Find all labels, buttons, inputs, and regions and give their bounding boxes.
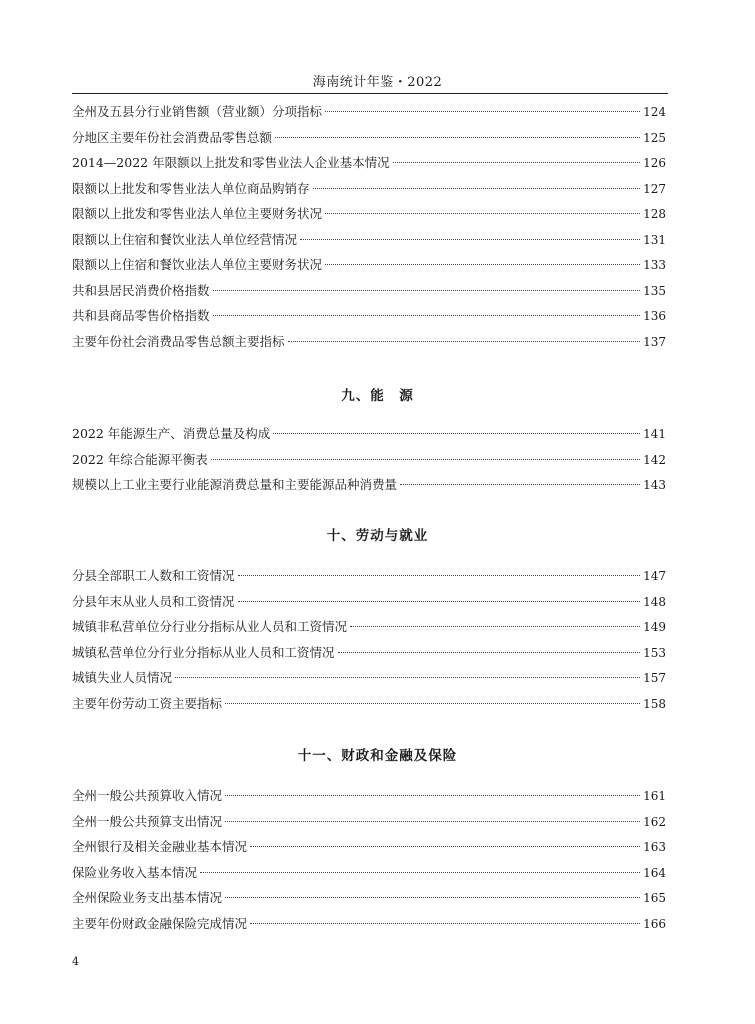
dot-leader [325,264,640,265]
toc-entry-title: 2022 年综合能源平衡表 [72,451,208,467]
dot-leader [288,341,641,342]
toc-entry[interactable] [72,566,666,592]
toc-entry-page: 127 [643,181,666,196]
toc-entry-title: 城镇私营单位分行业分指标从业人员和工资情况 [72,644,335,660]
toc-entry-page: 164 [643,865,666,880]
section-heading-finance: 十一、财政和金融及保险 [297,748,458,764]
toc-entry[interactable] [72,332,666,358]
toc-entry-page: 125 [643,130,666,145]
toc-group-labour [72,566,666,719]
toc-entry[interactable] [72,617,666,643]
toc-entry-page: 158 [643,696,666,711]
dot-leader [313,188,641,189]
toc-group-finance [72,786,666,939]
toc-entry[interactable] [72,128,666,154]
toc-entry[interactable] [72,450,666,476]
toc-entry[interactable] [72,475,666,501]
toc-entry-title: 限额以上批发和零售业法人单位主要财务状况 [72,206,323,221]
dot-leader [250,846,640,847]
dot-leader [393,162,640,163]
toc-entry-page: 161 [643,789,666,803]
dot-leader [250,923,640,924]
toc-entry-page: 166 [643,916,666,931]
toc-entry[interactable] [72,812,666,838]
toc-entry[interactable] [72,592,666,618]
dot-leader [273,433,640,434]
dot-leader [213,315,641,316]
toc-entry[interactable] [72,255,666,281]
toc-entry[interactable] [72,281,666,307]
toc-entry-page: 142 [643,452,666,467]
toc-entry-page: 147 [643,569,666,583]
dot-leader [325,111,640,112]
toc-entry-page: 143 [643,478,666,492]
toc-entry-title: 全州及五县分行业销售额（营业额）分项指标 [72,104,323,119]
toc-entry-title: 全州一般公共预算支出情况 [72,813,223,829]
toc-entry-page: 124 [643,105,666,119]
toc-entry-title: 共和县商品零售价格指数 [72,308,210,323]
toc-entry-page: 128 [643,207,666,221]
section-heading-energy: 九、能 源 [341,388,414,404]
dot-leader [325,213,640,214]
toc-entry[interactable] [72,888,666,914]
toc-entry-page: 141 [643,427,666,441]
toc-entry-title: 全州一般公共预算收入情况 [72,788,223,803]
dot-leader [238,601,641,602]
toc-entry-title: 全州保险业务支出基本情况 [72,890,223,905]
dot-leader [200,872,640,873]
page-number: 4 [72,955,79,968]
toc-entry-title: 主要年份财政金融保险完成情况 [72,915,248,931]
toc-entry-page: 136 [643,309,666,323]
dot-leader [300,239,640,240]
toc-entry[interactable] [72,230,666,256]
toc-group-trade [72,102,666,357]
toc-entry-title: 限额以上批发和零售业法人单位商品购销存 [72,180,310,196]
toc-entry-page: 135 [643,283,666,298]
toc-entry-title: 限额以上住宿和餐饮业法人单位主要财务状况 [72,257,323,272]
toc-entry[interactable] [72,424,666,450]
dot-leader [213,290,641,291]
toc-entry[interactable] [72,694,666,720]
toc-entry-page: 162 [643,814,666,829]
toc-entry-title: 共和县居民消费价格指数 [72,282,210,298]
toc-entry[interactable] [72,837,666,863]
toc-entry-title: 城镇失业人员情况 [72,670,173,685]
dot-leader [211,459,640,460]
toc-entry-page: 148 [643,594,666,609]
toc-entry-title: 分县年末从业人员和工资情况 [72,593,235,609]
dot-leader [238,575,641,576]
toc-entry-page: 149 [643,620,666,634]
dot-leader [225,821,640,822]
dot-leader [350,626,640,627]
toc-entry[interactable] [72,914,666,940]
toc-entry-title: 全州银行及相关金融业基本情况 [72,839,248,854]
toc-entry-page: 157 [643,671,666,685]
toc-entry[interactable] [72,204,666,230]
toc-entry[interactable] [72,643,666,669]
dot-leader [275,137,640,138]
toc-entry-page: 137 [643,334,666,349]
toc-entry[interactable] [72,153,666,179]
toc-entry-title: 分地区主要年份社会消费品零售总额 [72,129,273,145]
toc-entry-title: 限额以上住宿和餐饮业法人单位经营情况 [72,231,298,247]
toc-entry-page: 153 [643,645,666,660]
toc-entry-title: 主要年份社会消费品零售总额主要指标 [72,333,285,349]
toc-entry-title: 保险业务收入基本情况 [72,864,198,880]
toc-group-energy [72,424,666,501]
dot-leader [175,677,640,678]
toc-entry-page: 133 [643,258,666,272]
toc-entry[interactable] [72,306,666,332]
toc-entry-title: 2014—2022 年限额以上批发和零售业法人企业基本情况 [72,155,390,170]
dot-leader [225,795,640,796]
toc-entry[interactable] [72,179,666,205]
toc-entry-title: 分县全部职工人数和工资情况 [72,568,235,583]
dot-leader [225,703,640,704]
toc-entry-page: 163 [643,840,666,854]
section-heading-labour: 十、劳动与就业 [326,528,429,544]
toc-entry[interactable] [72,863,666,889]
toc-entry-title: 规模以上工业主要行业能源消费总量和主要能源品种消费量 [72,477,398,492]
running-header-title: 海南统计年鉴・2022 [312,75,443,90]
toc-entry-title: 2022 年能源生产、消费总量及构成 [72,426,271,441]
toc-entry-title: 城镇非私营单位分行业分指标从业人员和工资情况 [72,619,348,634]
toc-entry-page: 165 [643,891,666,905]
toc-entry[interactable] [72,786,666,812]
dot-leader [225,897,640,898]
toc-entry[interactable] [72,102,666,128]
dot-leader [338,652,641,653]
toc-entry[interactable] [72,668,666,694]
dot-leader [400,484,640,485]
header-rule [72,93,668,94]
toc-entry-title: 主要年份劳动工资主要指标 [72,695,223,711]
toc-entry-page: 131 [643,232,666,247]
toc-entry-page: 126 [643,156,666,170]
